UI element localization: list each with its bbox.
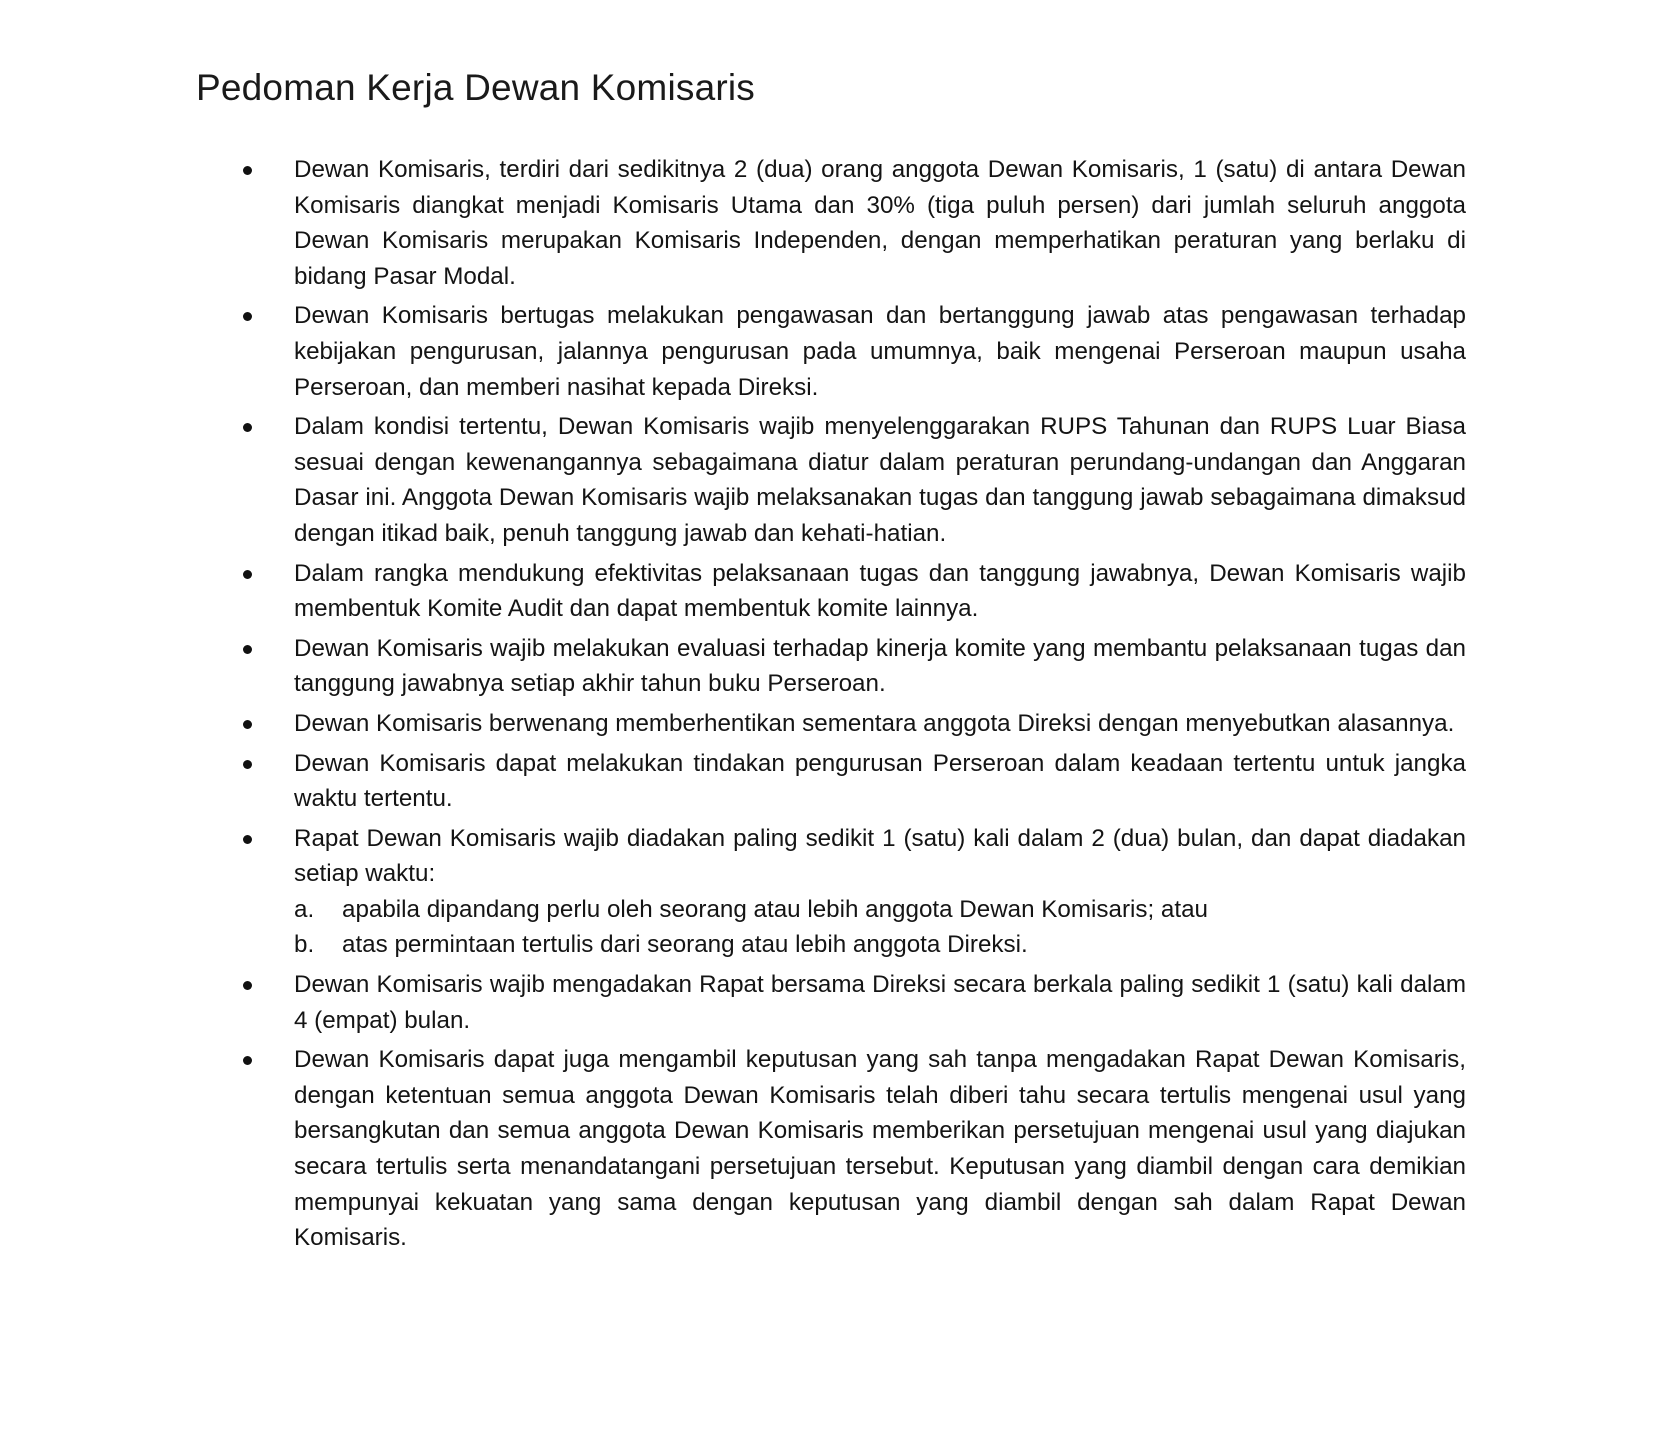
list-item	[240, 1042, 1466, 1256]
list-item-text: Dewan Komisaris wajib mengadakan Rapat bersama Direksi secara berkala paling sedikit 1 (satu) kali dalam 4 (empat) bulan.	[294, 971, 1466, 1034]
list-item-text: Dewan Komisaris bertugas melakukan pengawasan dan bertanggung jawab atas pengawasan terhadap kebijakan pengurusan, jalannya pengurusan pada umumnya, baik mengenai Perseroan maupun usaha Perseroan, dan memberi nasihat kepada Direksi.	[294, 302, 1466, 401]
sub-list-marker: b.	[294, 931, 315, 959]
list-item-text: Dalam kondisi tertentu, Dewan Komisaris wajib menyelenggarakan RUPS Tahunan dan RUPS Luar Biasa sesuai dengan kewenangannya sebagaimana diatur dalam peraturan perundang-undangan dan Anggaran Dasar ini. Anggota Dewan Komisaris wajib melaksanakan tugas dan tanggung jawab sebagaimana dimaksud dengan itikad baik, penuh tanggung jawab dan kehati-hatian.	[294, 413, 1466, 547]
bullet-icon	[243, 166, 252, 175]
list-item	[240, 821, 1466, 963]
list-item-text: Dewan Komisaris dapat juga mengambil keputusan yang sah tanpa mengadakan Rapat Dewan Komisaris, dengan ketentuan semua anggota Dewan Komisaris telah diberi tahu secara tertulis mengenai usul yang bersangkutan dan semua anggota Dewan Komisaris memberikan persetujuan mengenai usul yang diajukan secara tertulis serta menandatangani persetujuan tersebut. Keputusan yang diambil dengan cara demikian mempunyai kekuatan yang sama dengan keputusan yang diambil dengan sah dalam Rapat Dewan Komisaris.	[294, 1046, 1466, 1252]
bullet-icon	[243, 760, 252, 769]
list-item	[240, 556, 1466, 627]
bullet-icon	[243, 645, 252, 654]
list-item-text: Dewan Komisaris dapat melakukan tindakan pengurusan Perseroan dalam keadaan tertentu untuk jangka waktu tertentu.	[294, 749, 1466, 813]
bullet-icon	[243, 312, 252, 321]
list-item	[240, 706, 1466, 742]
list-item	[240, 298, 1466, 405]
bullet-icon	[243, 720, 252, 729]
list-item	[240, 746, 1466, 817]
sub-list-item	[294, 892, 1466, 928]
document-title: Pedoman Kerja Dewan Komisaris	[196, 67, 755, 108]
bullet-icon	[243, 423, 252, 432]
bullet-icon	[243, 1056, 252, 1065]
list-item	[240, 409, 1466, 551]
bullet-icon	[243, 981, 252, 990]
list-item-text: Rapat Dewan Komisaris wajib diadakan paling sedikit 1 (satu) kali dalam 2 (dua) bulan, dan dapat diadakan setiap waktu:	[294, 824, 1466, 888]
list-item	[240, 967, 1466, 1038]
document-content	[240, 152, 1466, 1260]
bullet-list	[240, 152, 1466, 1256]
list-item	[240, 631, 1466, 702]
sub-list-item-text: atas permintaan tertulis dari seorang atau lebih anggota Direksi.	[342, 931, 1028, 959]
list-item-text: Dewan Komisaris berwenang memberhentikan sementara anggota Direksi dengan menyebutkan alasannya.	[294, 709, 1455, 737]
list-item-text: Dalam rangka mendukung efektivitas pelaksanaan tugas dan tanggung jawabnya, Dewan Komisaris wajib membentuk Komite Audit dan dapat membentuk komite lainnya.	[294, 559, 1466, 623]
list-item	[240, 152, 1466, 294]
sub-list	[294, 892, 1466, 963]
sub-list-marker: a.	[294, 895, 315, 923]
bullet-icon	[243, 835, 252, 844]
sub-list-item-text: apabila dipandang perlu oleh seorang atau lebih anggota Dewan Komisaris; atau	[342, 895, 1208, 923]
sub-list-item	[294, 927, 1466, 963]
list-item-text: Dewan Komisaris, terdiri dari sedikitnya 2 (dua) orang anggota Dewan Komisaris, 1 (satu) di antara Dewan Komisaris diangkat menjadi Komisaris Utama dan 30% (tiga puluh persen) dari jumlah seluruh anggota Dewan Komisaris merupakan Komisaris Independen, dengan memperhatikan peraturan yang berlaku di bidang Pasar Modal.	[294, 156, 1466, 290]
list-item-text: Dewan Komisaris wajib melakukan evaluasi terhadap kinerja komite yang membantu pelaksanaan tugas dan tanggung jawabnya setiap akhir tahun buku Perseroan.	[294, 634, 1466, 698]
bullet-icon	[243, 570, 252, 579]
